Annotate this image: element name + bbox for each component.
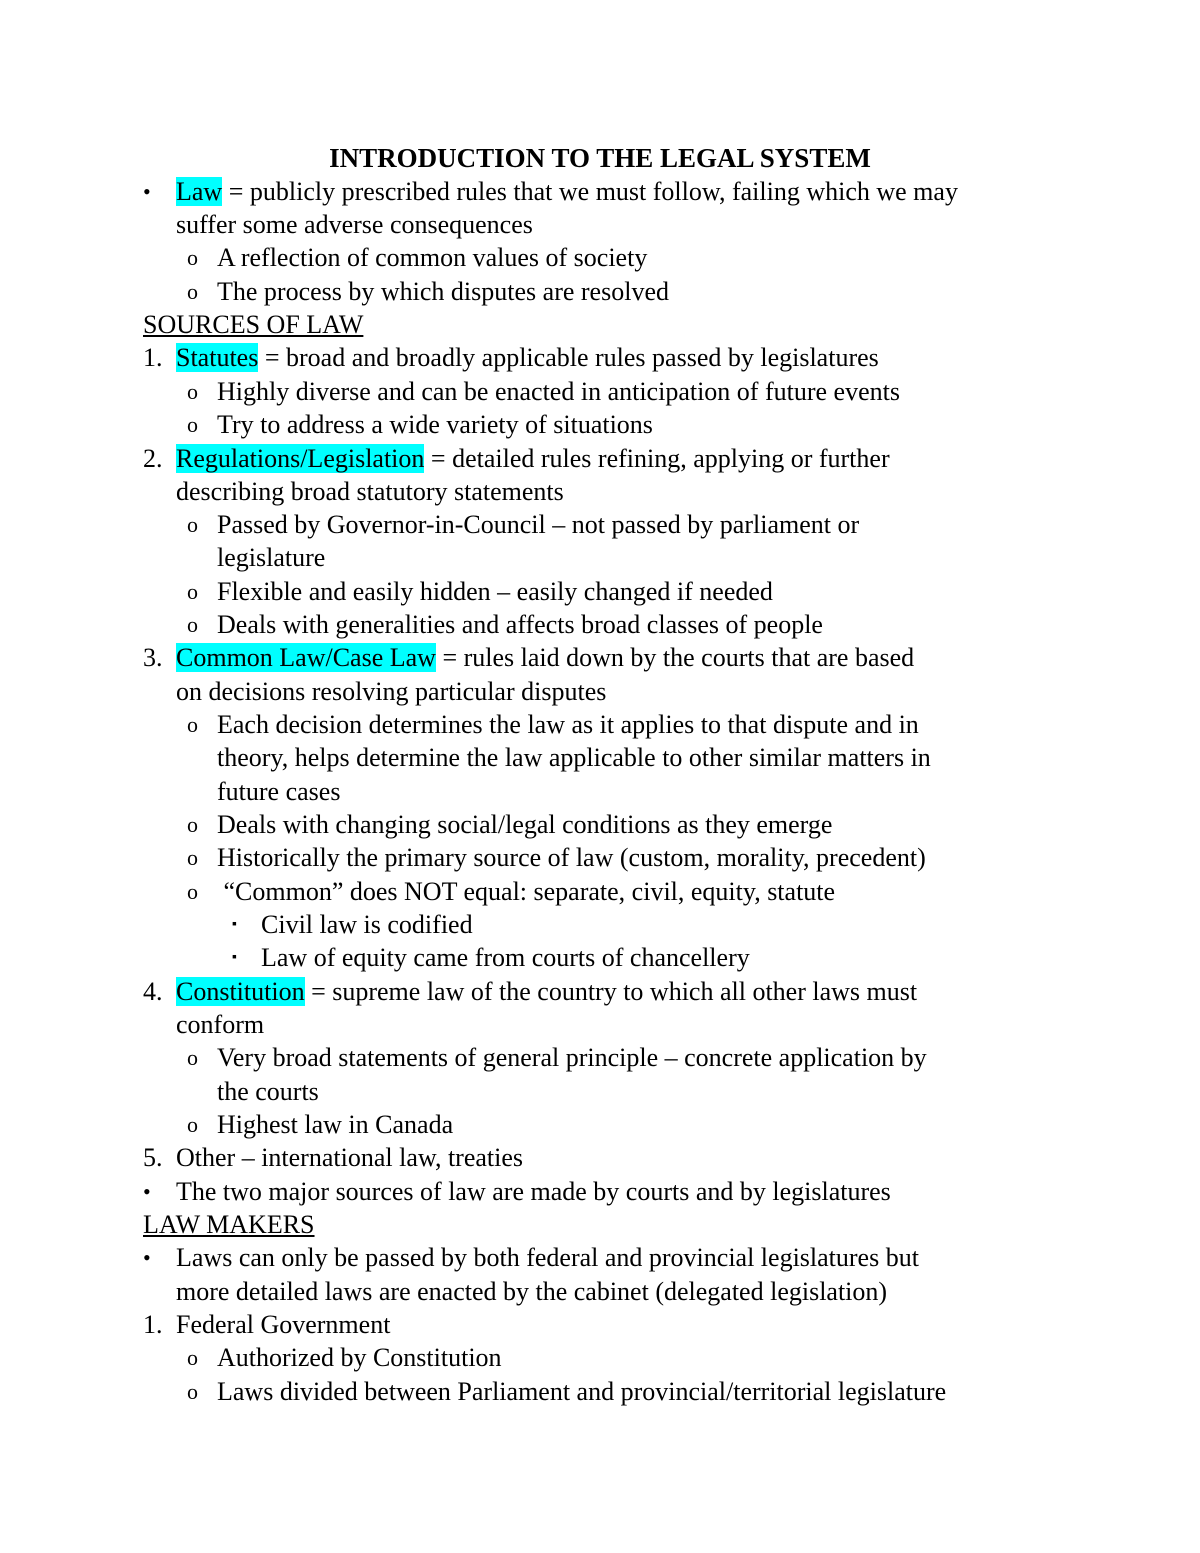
list-item-text: the courts — [217, 1077, 319, 1106]
list-item-text: Deals with changing social/legal conditions as they emerge — [217, 810, 833, 839]
lawmakers-bullet-text: Laws can only be passed by both federal and provincial legislatures but — [176, 1243, 919, 1272]
list-number: 4. — [143, 977, 163, 1006]
circle-bullet-icon: o — [187, 1045, 198, 1070]
list-item-text: Passed by Governor-in-Council – not passed by parliament or — [217, 510, 860, 539]
law-definition-text: = publicly prescribed rules that we must follow, failing which we may — [222, 177, 958, 206]
list-item-text: “Common” does NOT equal: separate, civil, equity, statute — [217, 877, 836, 906]
circle-bullet-icon: o — [187, 845, 198, 870]
circle-bullet-icon: o — [187, 1345, 198, 1370]
definition-cont-text: describing broad statutory statements — [176, 477, 564, 506]
sub-list-item-text: Civil law is codified — [261, 910, 473, 939]
term-highlight: Constitution — [176, 977, 305, 1006]
sub-list-item-text: Law of equity came from courts of chancellery — [261, 943, 750, 972]
list-item-text: legislature — [217, 543, 326, 572]
circle-bullet-icon: o — [187, 812, 198, 837]
circle-bullet-icon: o — [187, 512, 198, 537]
list-item-text: Flexible and easily hidden – easily changed if needed — [217, 577, 773, 606]
circle-bullet-icon: o — [187, 612, 198, 637]
bullet-icon: • — [143, 1179, 151, 1204]
list-item-text: Try to address a wide variety of situations — [217, 410, 653, 439]
circle-bullet-icon: o — [187, 379, 198, 404]
circle-bullet-icon: o — [187, 245, 198, 270]
circle-bullet-icon: o — [187, 879, 198, 904]
list-item-text: Historically the primary source of law (custom, morality, precedent) — [217, 843, 926, 872]
list-item-text: Deals with generalities and affects broad classes of people — [217, 610, 823, 639]
definition-cont-text: conform — [176, 1010, 265, 1039]
list-number: 1. — [143, 1310, 163, 1339]
circle-bullet-icon: o — [187, 1379, 198, 1404]
definition-text: = rules laid down by the courts that are based — [435, 643, 915, 672]
list-item-text: Very broad statements of general principle – concrete application by — [217, 1043, 927, 1072]
definition-cont-text: on decisions resolving particular disputes — [176, 677, 607, 706]
list-item-text: Laws divided between Parliament and provincial/territorial legislature — [217, 1377, 947, 1406]
list-item-text: Authorized by Constitution — [217, 1343, 502, 1372]
bullet-icon: • — [143, 179, 151, 204]
list-item-text: A reflection of common values of society — [217, 243, 648, 272]
definition-text: = broad and broadly applicable rules passed by legislatures — [258, 343, 879, 372]
list-number: 2. — [143, 444, 163, 473]
bullet-icon: • — [143, 1245, 151, 1270]
list-item-text: Each decision determines the law as it applies to that dispute and in — [217, 710, 919, 739]
sources-summary-text: The two major sources of law are made by courts and by legislatures — [176, 1177, 891, 1206]
lawmaker-text: Federal Government — [176, 1310, 391, 1339]
term-highlight: Regulations/Legislation — [176, 444, 425, 473]
circle-bullet-icon: o — [187, 579, 198, 604]
definition-text: Other – international law, treaties — [176, 1143, 524, 1172]
square-bullet-icon: ▪ — [232, 917, 237, 932]
square-bullet-icon: ▪ — [232, 950, 237, 965]
list-number: 3. — [143, 643, 163, 672]
circle-bullet-icon: o — [187, 1112, 198, 1137]
circle-bullet-icon: o — [187, 412, 198, 437]
circle-bullet-icon: o — [187, 279, 198, 304]
page-title: INTRODUCTION TO THE LEGAL SYSTEM — [329, 143, 871, 173]
term-highlight: Common Law/Case Law — [176, 643, 436, 672]
list-item-text: future cases — [217, 777, 341, 806]
law-term: Law — [176, 177, 223, 206]
list-number: 1. — [143, 343, 163, 372]
list-item-text: theory, helps determine the law applicable to other similar matters in — [217, 743, 931, 772]
circle-bullet-icon: o — [187, 712, 198, 737]
list-item-text: Highly diverse and can be enacted in anticipation of future events — [217, 377, 900, 406]
definition-text: = supreme law of the country to which all other laws must — [304, 977, 918, 1006]
term-highlight: Statutes — [176, 343, 259, 372]
lawmakers-bullet-text: more detailed laws are enacted by the cabinet (delegated legislation) — [176, 1277, 888, 1306]
lawmakers-heading-text: LAW MAKERS — [143, 1210, 315, 1239]
list-number: 5. — [143, 1143, 163, 1172]
sources-heading-text: SOURCES OF LAW — [143, 310, 364, 339]
list-item-text: The process by which disputes are resolved — [217, 277, 669, 306]
law-definition-cont-text: suffer some adverse consequences — [176, 210, 533, 239]
list-item-text: Highest law in Canada — [217, 1110, 454, 1139]
definition-text: = detailed rules refining, applying or further — [424, 444, 890, 473]
